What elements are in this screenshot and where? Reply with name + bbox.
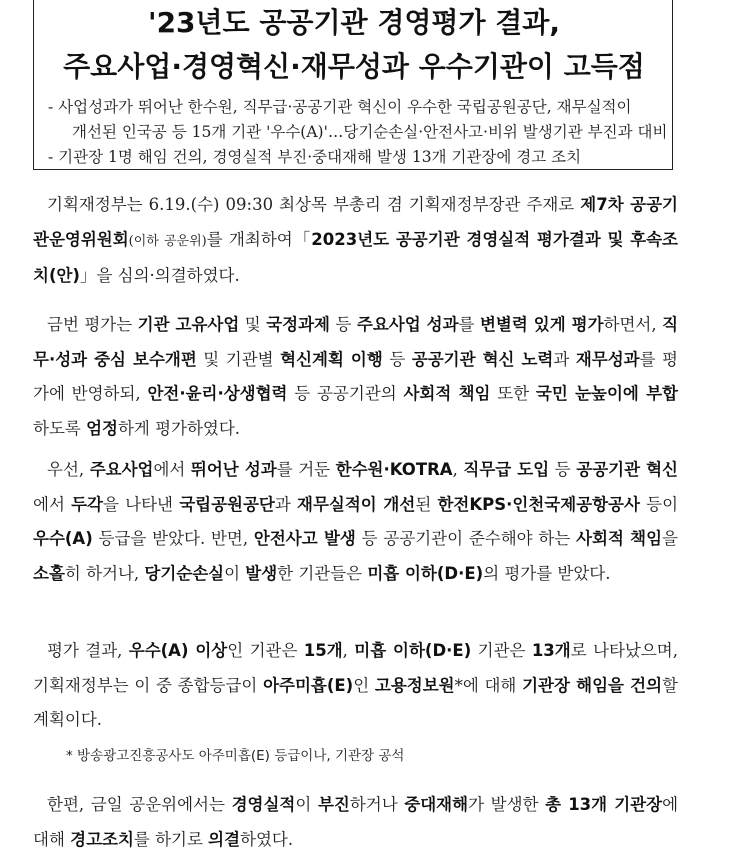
paragraph-4: [33, 634, 678, 738]
p3-text: 등이: [639, 494, 679, 514]
footnote: * 방송광고진흥공사도 아주미흡(E) 등급이나, 기관장 공석: [66, 748, 405, 764]
p3-bold: 한전KPS·인천국제공항공사: [437, 494, 640, 514]
p3-text: 의 평가를 받았다.: [483, 563, 611, 583]
p5-text: 에 대해: [33, 795, 679, 849]
p4-bold: 15개: [303, 641, 343, 660]
p4-bold: 기관장 해임을 건의: [522, 675, 663, 695]
p3-bold: 소홀: [33, 563, 65, 583]
p3-text: 우선,: [47, 460, 90, 479]
p3-text: 에서: [33, 494, 72, 514]
p2-text: 하면서,: [603, 315, 663, 334]
p3-bold: 사회적 책임: [576, 529, 663, 548]
paragraph-1: [33, 188, 678, 294]
p3-text: 된: [415, 494, 438, 514]
p2-bold: 국정과제: [266, 315, 330, 334]
p3-text: 등 공공기관이 준수해야 하는: [355, 529, 577, 548]
p2-text: 과: [553, 349, 576, 369]
p2-bold: 안전·윤리·상생협력: [147, 384, 288, 403]
p2-bold: 재무성과: [575, 349, 640, 369]
p3-bold: 국립공원공단: [179, 494, 275, 514]
p2-text: 등: [329, 315, 357, 334]
p3-bold: 안전사고 발생: [253, 529, 356, 548]
p2-text: 및: [239, 315, 267, 334]
paragraph-2: [33, 308, 678, 446]
p5-bold: 총 13개 기관장: [545, 795, 663, 814]
p3-text: 히 하거나,: [64, 563, 145, 583]
p3-bold: 당기순손실: [144, 563, 225, 583]
p1-bold: 제7차 공공기관운영위원회: [33, 195, 678, 249]
p3-bold: 직무급 도입: [463, 460, 550, 479]
p4-bold: 우수(A) 이상: [128, 641, 228, 660]
p4-text: 평가 결과,: [47, 641, 129, 660]
p2-text: 를 평가에 반영하되,: [33, 349, 678, 403]
p3-text: 등급을 받았다. 반면,: [92, 529, 254, 548]
p2-text: 금번 평가는: [47, 315, 138, 334]
p2-bold: 주요사업 성과: [356, 315, 459, 334]
paragraph-3: [33, 453, 678, 591]
p3-bold: 우수(A): [33, 529, 93, 548]
p3-bold: 공공기관 혁신: [576, 460, 678, 479]
p5-text: 를 하기로: [133, 829, 209, 849]
p1-text-small: (이하 공운위): [128, 233, 207, 249]
subheadline-line2: 개선된 인국공 등 15개 기관 '우수(A)'…당기순손실·안전사고·비위 발생기관 부진과 대비: [72, 123, 668, 141]
p4-text: 인 기관은: [227, 641, 304, 660]
p4-bold: 13개: [531, 641, 571, 660]
p1-text: 를 개최하여「: [206, 229, 312, 249]
p3-text: 에서: [153, 460, 191, 479]
p1-text: 기획재정부는 6.19.(수) 09:30 최상목 부총리 겸 기획재정부장관 주재로: [47, 195, 581, 214]
p2-bold: 공공기관 혁신 노력: [411, 349, 554, 369]
p4-text: 인: [353, 675, 375, 695]
paragraph-5: [33, 788, 678, 857]
p1-bold: 2023년도 공공기관 경영실적 평가결과 및 후속조치(안): [33, 229, 678, 285]
p5-text: 하거나: [349, 795, 405, 814]
p3-text: 한 기관들은: [277, 563, 368, 583]
p5-bold: 경고조치: [70, 829, 134, 849]
p2-bold: 엄정: [86, 418, 118, 438]
p4-text: 할 계획이다.: [33, 675, 678, 729]
p5-bold: 의결: [208, 829, 241, 849]
p2-bold: 혁신계획 이행: [280, 349, 383, 369]
p3-bold: 두각: [71, 494, 103, 514]
p5-bold: 부진: [317, 795, 350, 814]
p2-bold: 변별력 있게 평가: [479, 315, 604, 334]
p3-text: 이: [224, 563, 246, 583]
p2-text: 등: [382, 349, 412, 369]
p2-bold: 직무·성과 중심 보수개편: [33, 315, 679, 369]
p4-text: 기관은: [471, 641, 532, 660]
subheadline-line1: - 사업성과가 뛰어난 한수원, 직무급·공공기관 혁신이 우수한 국립공원공단, 재무실적이: [48, 98, 632, 116]
p4-text: *에 대해: [454, 675, 523, 695]
p3-text: 과: [274, 494, 298, 514]
p3-text: ,: [452, 460, 464, 479]
p3-bold: 미흡 이하(D·E): [367, 563, 484, 583]
p3-bold: 발생: [245, 563, 278, 583]
p3-text: 을: [662, 529, 678, 548]
p4-text: ,: [342, 641, 355, 660]
p2-text: 를: [458, 315, 480, 334]
p1-text: 」을 심의·의결하였다.: [79, 266, 240, 285]
p2-text: 하도록: [33, 418, 87, 438]
p2-text: 또한: [490, 384, 536, 403]
p5-text: 하였다.: [240, 829, 294, 849]
p3-bold: 주요사업: [89, 460, 154, 479]
p5-bold: 경영실적: [231, 795, 296, 814]
p2-bold: 기관 고유사업: [137, 315, 240, 334]
p4-text: 로 나타났으며, 기획재정부는 이 중 종합등급이: [33, 641, 678, 695]
p5-text: 가 발생한: [468, 795, 546, 814]
p3-bold: 뛰어난 성과: [190, 460, 277, 479]
p4-bold: 고용정보원: [374, 675, 455, 695]
p2-text: 하게 평가하였다.: [117, 418, 241, 438]
p2-bold: 사회적 책임: [403, 384, 491, 403]
p3-bold: 한수원·KOTRA: [335, 460, 453, 479]
p5-text: 한편, 금일 공운위에서는: [47, 795, 232, 814]
p5-text: 이: [295, 795, 318, 814]
p3-text: 를 거둔: [276, 460, 336, 479]
p3-text: 을 나타낸: [103, 494, 180, 514]
subheadline-line3: - 기관장 1명 해임 건의, 경영실적 부진·중대재해 발생 13개 기관장에 경고 조치: [48, 148, 582, 166]
p2-text: 등 공공기관의: [287, 384, 404, 403]
headline-title-line2: 주요사업·경영혁신·재무성과 우수기관이 고득점: [63, 50, 645, 83]
headline-box: [33, 0, 673, 170]
p4-bold: 아주미흡(E): [263, 675, 354, 695]
p3-bold: 재무실적이 개선: [297, 494, 416, 514]
p5-bold: 중대재해: [404, 795, 469, 814]
p2-text: 및 기관별: [196, 349, 281, 369]
p4-bold: 미흡 이하(D·E): [354, 641, 472, 660]
headline-title-line1: '23년도 공공기관 경영평가 결과,: [148, 6, 560, 39]
p3-text: 등: [549, 460, 577, 479]
p2-bold: 국민 눈높이에 부합: [535, 384, 678, 403]
